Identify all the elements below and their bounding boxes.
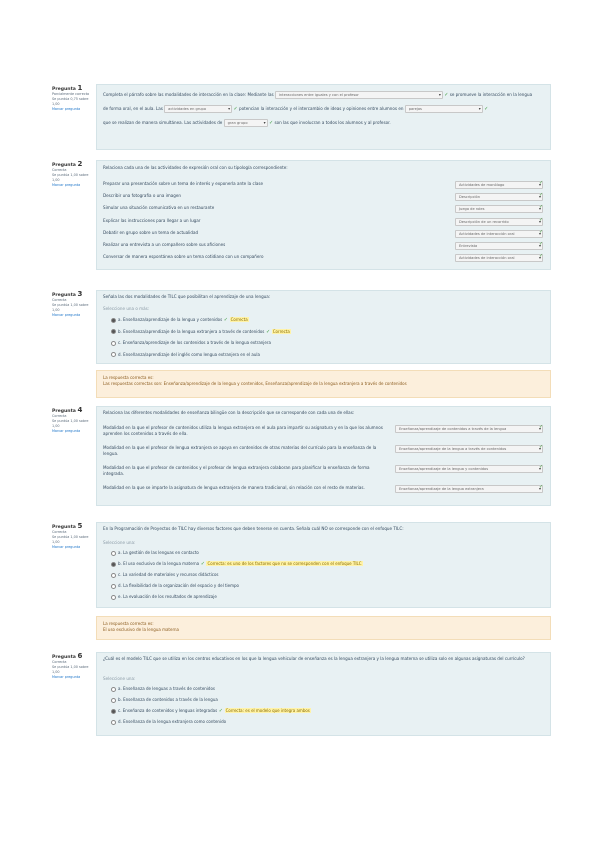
option-text: Enseñanza/aprendizaje de la lengua y contenidos <box>123 317 223 322</box>
question-content <box>96 160 551 270</box>
question-score: Se puntúa 1,00 sobre 1,00 <box>52 303 89 312</box>
question-label: Pregunta <box>52 525 76 530</box>
text-fragment: se promueve la interacción en la lengua <box>449 92 533 97</box>
check-icon: ✓ <box>539 180 544 186</box>
question-text: Relaciona las diferentes modalidades de enseñanza bilingüe con la descripción que se corresponde con cada una de ellas: <box>103 410 355 415</box>
question-label: Pregunta <box>52 655 76 660</box>
match-row-text: Debatir en grupo sobre un tema de actualidad <box>103 229 199 235</box>
check-icon: ✓ <box>222 317 230 323</box>
answer-prompt: Seleccione una: <box>103 540 136 545</box>
match-select[interactable]: Enseñanza/aprendizaje de la lengua y contenidos ▾ <box>395 465 543 473</box>
option-letter: e. <box>118 594 122 599</box>
match-select[interactable]: Juego de roles ▾ <box>455 205 543 213</box>
answer-option[interactable] <box>111 329 291 335</box>
option-feedback: Correcta <box>272 328 290 334</box>
option-radio[interactable] <box>111 709 116 714</box>
option-radio[interactable] <box>111 562 116 567</box>
option-radio[interactable] <box>111 352 116 357</box>
answer-option[interactable] <box>111 317 249 323</box>
answer-option[interactable] <box>111 594 217 600</box>
option-letter: b. <box>118 697 122 702</box>
option-text: Enseñanza de la lengua extranjera como contenido <box>123 719 227 724</box>
answer-option[interactable] <box>111 561 363 567</box>
option-radio[interactable] <box>111 551 116 556</box>
feedback-box <box>96 370 551 398</box>
question-score: Se puntúa 1,00 sobre 1,00 <box>52 419 89 428</box>
match-row-text: Modalidad en la que el profesor de contenidos y el profesor de lengua extranjera colaboran para planificar la enseñanza de forma integrada. <box>103 465 370 477</box>
answer-prompt: Seleccione una: <box>103 676 136 681</box>
check-icon: ✓ <box>539 464 544 470</box>
question-1 <box>52 84 551 150</box>
check-icon: ✓ <box>484 106 489 112</box>
check-icon: ✓ <box>539 192 544 199</box>
option-letter: b. <box>118 328 122 334</box>
match-row-text: Modalidad en la que el profesor de lengua extranjera se apoya en contenidos de otras materias del currículo para la enseñanza de la lengua. <box>103 445 377 457</box>
option-text: Enseñanza/aprendizaje del inglés como lengua extranjera en el aula <box>123 351 260 357</box>
question-content <box>96 290 551 364</box>
answer-select-4[interactable]: gran grupo ▾ <box>224 119 268 127</box>
answer-option[interactable] <box>111 583 239 589</box>
answer-option[interactable] <box>111 708 311 714</box>
question-status: Parcialmente correcta <box>52 92 90 96</box>
option-text: Enseñanza de lenguas a través de contenidos <box>123 686 215 691</box>
question-text: ¿Cuál es el modelo TILC que se utiliza en los centros educativos en los que la lengua vehicular de enseñanza es la lengua extranjera y la lengua materna se utiliza solo en algunas asignaturas del currículo? <box>103 656 525 661</box>
flag-question-link[interactable]: Marcar pregunta <box>52 107 81 111</box>
option-letter: a. <box>118 317 122 322</box>
question-status: Correcta <box>52 660 67 664</box>
option-radio[interactable] <box>111 329 116 334</box>
match-select[interactable]: Descripción de un recorrido ▾ <box>455 218 543 226</box>
check-icon: ✓ <box>199 561 207 567</box>
match-row-text: Explicar las instrucciones para llegar a un lugar <box>103 217 201 223</box>
question-info <box>52 408 92 434</box>
option-letter: c. <box>118 340 122 345</box>
option-feedback: Correcta: es uno de los factores que no se corresponden con el enfoque TILC <box>207 561 362 566</box>
flag-question-link[interactable]: Marcar pregunta <box>52 429 81 433</box>
match-select[interactable]: Descripción ▾ <box>455 193 543 201</box>
check-icon: ✓ <box>268 120 274 126</box>
question-text: En la Programación de Proyectos de TILC hay diversos factores que deben tenerse en cuenta. Señala cuál NO se corresponde con el enfoque TILC: <box>103 526 404 531</box>
option-letter: c. <box>118 708 122 713</box>
check-icon: ✓ <box>539 228 544 235</box>
feedback-text: Las respuestas correctas son: Enseñanza/aprendizaje de la lengua y contenidos, Enseñanza/aprendizaje de la lengua extranjera a través de contenidos <box>103 381 407 386</box>
check-icon: ✓ <box>233 106 238 112</box>
option-letter: b. <box>118 561 122 566</box>
question-info <box>52 86 92 112</box>
option-text: Enseñanza de contenidos y lenguas integradas <box>122 708 218 713</box>
answer-option[interactable] <box>111 572 219 578</box>
question-text: Señala las dos modalidades de TILC que posibilitan el aprendizaje de una lengua: <box>103 294 271 299</box>
question-number: 5 <box>77 522 83 530</box>
option-letter: a. <box>118 686 122 691</box>
match-row-text: Preparar una presentación sobre un tema de interés y exponerla ante la clase <box>103 181 263 186</box>
match-row-text: Modalidad en la que se imparte la asignatura de lengua extranjera de manera tradicional, sin relación con el resto de materias. <box>103 485 365 490</box>
option-radio[interactable] <box>111 720 116 725</box>
question-3 <box>52 290 551 398</box>
match-row-text: Simular una situación comunicativa en un restaurante <box>103 205 215 211</box>
match-select[interactable]: Actividades de interacción oral ▾ <box>455 254 543 262</box>
question-info <box>52 654 92 680</box>
text-fragment: potencian la interacción y el intercambio de ideas y opiniones entre alumnos en <box>239 106 404 111</box>
option-letter: c. <box>118 572 122 577</box>
option-letter: d. <box>118 351 122 357</box>
question-status: Correcta <box>52 414 67 418</box>
answer-prompt: Seleccione una o más: <box>103 306 150 311</box>
option-text: Enseñanza de contenidos a través de la lengua <box>123 697 218 702</box>
question-info <box>52 524 92 550</box>
question-score: Se puntúa 0,75 sobre 1,00 <box>52 97 89 106</box>
option-radio[interactable] <box>111 687 116 692</box>
text-fragment: son las que involucran a todos los alumnos y al profesor. <box>274 120 391 125</box>
question-content <box>96 406 551 506</box>
question-info <box>52 162 92 188</box>
question-info <box>52 292 92 318</box>
question-label: Pregunta <box>52 293 76 298</box>
question-status: Correcta <box>52 298 67 302</box>
question-label: Pregunta <box>52 163 76 168</box>
text-fragment: de forma oral, en el aula. Las <box>103 106 163 111</box>
option-radio[interactable] <box>111 341 116 346</box>
check-icon: ✓ <box>539 424 544 430</box>
check-icon: ✓ <box>539 484 544 490</box>
option-letter: d. <box>118 583 122 588</box>
question-5 <box>52 522 551 640</box>
check-icon: ✓ <box>539 241 544 247</box>
match-row-text: Describir una fotografía o una imagen <box>103 193 181 199</box>
text-fragment: que se realizan de manera simultánea. Las actividades de <box>103 120 223 125</box>
option-radio[interactable] <box>111 698 116 703</box>
flag-question-link[interactable]: Marcar pregunta <box>52 675 81 679</box>
answer-option[interactable] <box>111 352 260 358</box>
question-number: 3 <box>77 290 83 298</box>
question-number: 1 <box>77 84 83 92</box>
option-text: Enseñanza/aprendizaje de los contenidos a través de la lengua extranjera <box>122 340 271 345</box>
flag-question-link[interactable]: Marcar pregunta <box>52 313 81 317</box>
feedback-box <box>96 616 551 640</box>
option-feedback: Correcta <box>230 317 248 322</box>
answer-option[interactable] <box>111 719 226 725</box>
option-letter: a. <box>118 550 122 555</box>
option-text: La evaluación de los resultados de aprendizaje <box>123 594 217 599</box>
check-icon: ✓ <box>444 92 449 98</box>
question-number: 4 <box>77 406 83 414</box>
option-feedback: Correcta: es el modelo que integra ambos <box>225 708 310 713</box>
answer-option[interactable] <box>111 550 199 556</box>
match-row-text: Conversar de manera espontánea sobre un tema cotidiano con un compañero <box>103 254 264 260</box>
question-content <box>96 84 551 150</box>
question-number: 6 <box>77 652 83 660</box>
match-select[interactable]: Entrevista ▾ <box>455 242 543 250</box>
answer-option[interactable] <box>111 340 271 346</box>
match-select[interactable]: Actividades de interacción oral ▾ <box>455 230 543 238</box>
check-icon: ✓ <box>539 444 544 450</box>
option-radio[interactable] <box>111 595 116 600</box>
check-icon: ✓ <box>539 204 544 211</box>
text-fragment: Completa el párrafo sobre las modalidades de interacción en la clase: Mediante las <box>103 92 274 97</box>
option-text: La flexibilidad de la organización del espacio y del tiempo <box>123 583 239 588</box>
check-icon: ✓ <box>539 216 544 223</box>
match-select[interactable]: Enseñanza/aprendizaje de la lengua a través de contenidos ▾ <box>395 445 543 453</box>
check-icon: ✓ <box>539 253 544 260</box>
option-text: Enseñanza/aprendizaje de la lengua extranjera a través de contenidos <box>123 328 265 334</box>
option-text: El uso exclusivo de la lengua materna <box>123 561 200 566</box>
answer-select-2[interactable]: actividades en grupo ▾ <box>164 105 232 113</box>
flag-question-link[interactable]: Marcar pregunta <box>52 183 81 187</box>
question-score: Se puntúa 1,00 sobre 1,00 <box>52 173 89 182</box>
feedback-title: La respuesta correcta es: <box>103 621 154 626</box>
option-text: La gestión de las lenguas en contacto <box>123 550 199 555</box>
answer-option[interactable] <box>111 697 218 703</box>
question-text: Relaciona cada una de las actividades de expresión oral con su tipología correspondiente: <box>103 165 288 170</box>
question-score: Se puntúa 1,00 sobre 1,00 <box>52 535 89 544</box>
feedback-text: El uso exclusivo de la lengua materna <box>103 627 180 632</box>
question-status: Correcta <box>52 530 67 534</box>
question-number: 2 <box>77 160 83 168</box>
option-text: La variedad de materiales y recursos didácticos <box>122 572 219 577</box>
question-status: Correcta <box>52 168 67 172</box>
question-4 <box>52 406 551 506</box>
feedback-title: La respuesta correcta es: <box>103 375 154 380</box>
question-2 <box>52 160 551 270</box>
match-select[interactable]: Enseñanza/aprendizaje de contenidos a través de la lengua ▾ <box>395 425 543 433</box>
option-radio[interactable] <box>111 318 116 323</box>
match-select[interactable]: Enseñanza/aprendizaje de la lengua extranjera ▾ <box>395 485 543 493</box>
answer-select-3[interactable]: parejas ▾ <box>405 105 483 113</box>
question-6 <box>52 652 551 736</box>
option-radio[interactable] <box>111 573 116 578</box>
answer-select-1[interactable]: interacciones entre iguales y con el profesor ▾ <box>275 91 443 99</box>
check-icon: ✓ <box>217 708 225 714</box>
match-row-text: Modalidad en la que el profesor de contenidos utiliza la lengua extranjera en el aula para impartir su asignatura y en la que los alumnos aprenden los contenidos a través de ella. <box>103 425 383 437</box>
question-content <box>96 522 551 608</box>
question-content <box>96 652 551 736</box>
option-radio[interactable] <box>111 584 116 589</box>
answer-option[interactable] <box>111 686 215 692</box>
question-label: Pregunta <box>52 409 76 414</box>
check-icon: ✓ <box>264 328 272 335</box>
match-row-text: Realizar una entrevista a un compañero sobre sus aficiones <box>103 242 226 247</box>
match-select[interactable]: Actividades de monólogo ▾ <box>455 181 543 189</box>
option-letter: d. <box>118 719 122 724</box>
question-score: Se puntúa 1,00 sobre 1,00 <box>52 665 89 674</box>
question-label: Pregunta <box>52 87 76 92</box>
flag-question-link[interactable]: Marcar pregunta <box>52 545 81 549</box>
